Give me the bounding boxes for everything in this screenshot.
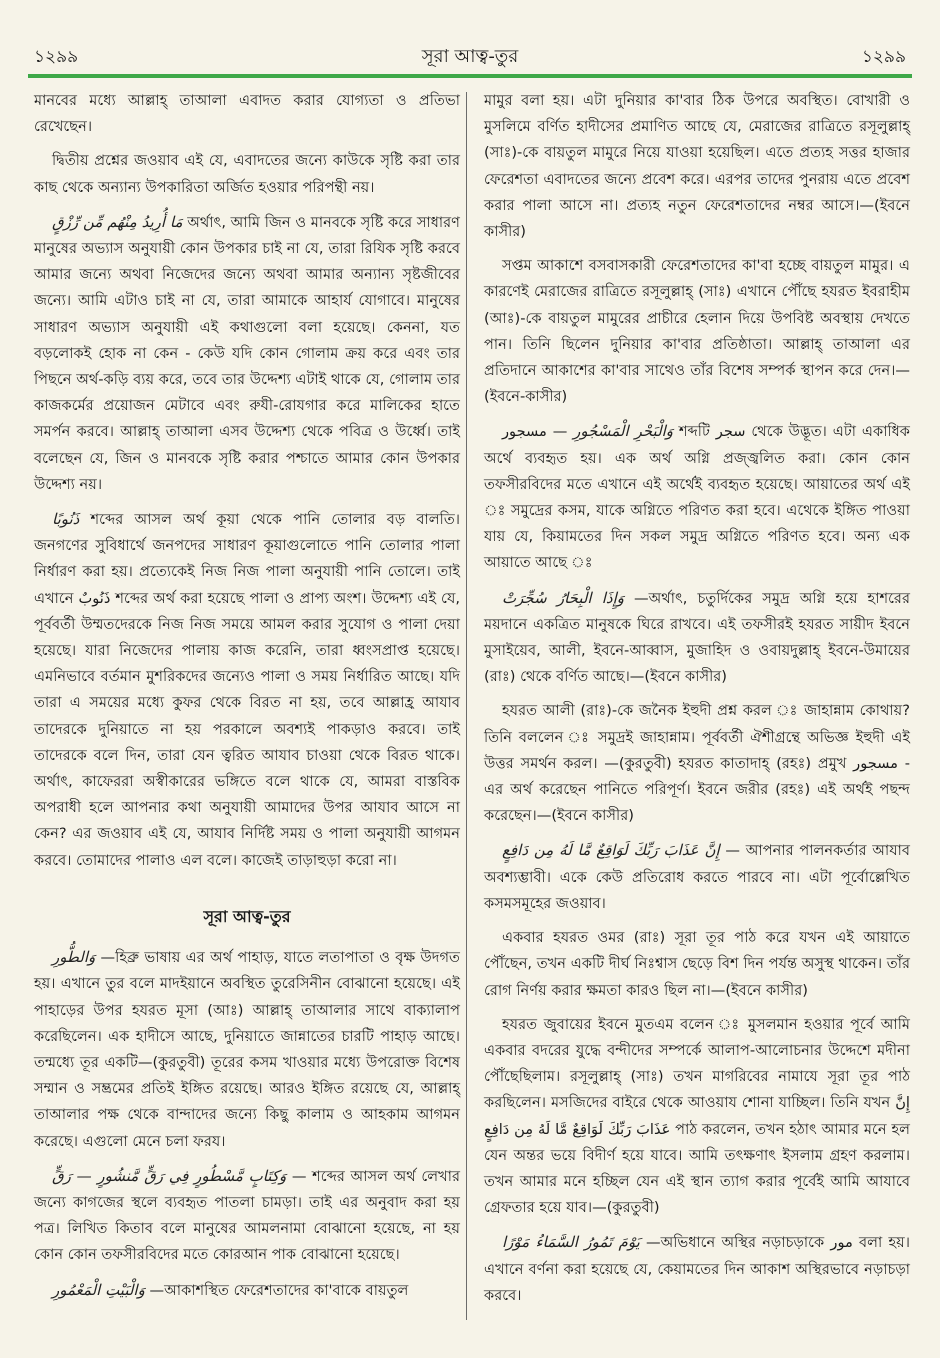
page-header [30,38,910,68]
paragraph-text: হযরত জুবায়ের ইবনে মুতএম বলেন ঃ মুসলমান হওয়ার পূর্বে আমি একবার বদরের যুদ্ধে বন্দীদের সম্পর্কে আলাপ-আলোচনার উদ্দেশে মদীনা পৌঁছেছিলাম। রসূলুল্লাহ্ (সাঃ) তখন মাগরিবের নামাযে সূরা তূর পাঠ করছিলেন। মসজিদের বাইরে থেকে আওয়ায শোনা যাচ্ছিল। তিনি যখন إِنَّ عَذَابَ رَبِّكَ لَوَاقِعٌ مَّا لَهُ مِن دَافِعٍ পাঠ করলেন, তখন হঠাৎ আমার মনে হল যেন অন্তর ভয়ে বিদীর্ণ হয়ে যাবে। আমি তৎক্ষণাৎ ইসলাম গ্রহণ করলাম। তখন আমার মনে হচ্ছিল যেন এই স্থান ত্যাগ করার পূর্বেই আমি আযাবে গ্রেফতার হয়ে যাব।—(কুরতুবী) [484,1015,910,1217]
paragraph-text: — আপনার পালনকর্তার আযাব অবশ্যম্ভাবী। একে কেউ প্রতিরোধ করতে পারবে না। এটা পূর্বোল্লেখিত কসমসমূহের জওয়াব। [484,842,911,912]
paragraph-text: —হিব্রু ভাষায় এর অর্থ পাহাড়, যাতে লতাপাতা ও বৃক্ষ উদগত হয়। এখানে তুর বলে মাদইয়ানে অবস্থিত তুরেসিনীন বোঝানো হয়েছে। এই পাহাড়ের উপর হযরত মূসা (আঃ) আল্লাহ্ তাআলার সাথে বাক্যালাপ করেছিলেন। এক হাদীসে আছে, দুনিয়াতে জান্নাতের চারটি পাহাড় আছে। তন্মধ্যে তূর একটি—(কুরতুবী) তূরের কসম খাওয়ার মধ্যে উপরোক্ত বিশেষ সম্মান ও সম্ভ্রমের প্রতিই ইঙ্গিত রয়েছে। আরও ইঙ্গিত রয়েছে যে, আল্লাহ্ তাআলার পক্ষ থেকে বান্দাদের জন্যে কিছু কালাম ও আহকাম আগমন করেছে। এগুলো মেনে চলা ফরয। [34,949,460,1150]
paragraph [34,88,460,140]
paragraph-text: — শব্দের আসল অর্থ লেখার জন্যে কাগজের স্থলে ব্যবহৃত পাতলা চামড়া। তাই এর অনুবাদ করা হয় পত্র। লিখিত কিতাব বলে মানুষের আমলনামা বোঝানো হয়েছে, না হয় কোন কোন তফসীরবিদের মতে কোরআন পাক বোঝানো হয়েছে। [34,1167,460,1264]
paragraph-text: —আকাশস্থিত ফেরেশতাদের কা'বাকে বায়তুল [144,1281,409,1299]
paragraph [484,1012,910,1222]
paragraph-text: —অভিধানে অস্থির নড়াচড়াকে مور বলা হয়। এখানে বর্ণনা করা হয়েছে যে, কেয়ামতের দিন আকাশ অস্থিরভাবে নড়াচড়া করবে। [484,1234,910,1304]
left-column [34,88,460,1312]
paragraph-text: একবার হযরত ওমর (রাঃ) সূরা তূর পাঠ করে যখন এই আয়াতে পৌঁছেন, তখন একটি দীর্ঘ নিঃশ্বাস ছেড়ে বিশ দিন পর্যন্ত অসুস্থ থাকেন। তাঁর রোগ নির্ণয় করার ক্ষমতা কারও ছিল না।—(ইবনে কাসীর) [484,929,910,999]
paragraph-text: —অর্থাৎ, চতুর্দিকের সমুদ্র অগ্নি হয়ে হাশরের ময়দানে একত্রিত মানুষকে ঘিরে রাখবে। এই তফসীরই হযরত সায়ীদ ইবনে মুসাইয়েব, আলী, ইবনে-আব্বাস, মুজাহিদ ও ওবায়দুল্লাহ্ ইবনে-উমায়ের (রাঃ) থেকে বর্ণিত আছে।—(ইবনে কাসীর) [484,589,910,686]
paragraph-text: দ্বিতীয় প্রশ্নের জওয়াব এই যে, এবাদতের জন্যে কাউকে সৃষ্টি করা তার কাছ থেকে অন্যান্য উপকারিতা অর্জিত হওয়ার পরিপন্থী নয়। [34,152,460,196]
column-divider [466,92,467,1320]
right-column [484,88,910,1317]
section-heading: সূরা আত্ব-তুর [203,906,291,926]
paragraph [484,585,910,691]
paragraph [484,88,910,245]
arabic-verse: وَالْبَحْرِ الْمَسْجُورِ [573,422,674,441]
arabic-verse: وَالْبَيْتِ الْمَعْمُورِ [52,1280,145,1299]
arabic-verse: يَوْمَ تَمُورُ السَّمَاءُ مَوْرًا [502,1233,640,1252]
surah-title: সূরা আত্ব-তুর [421,46,519,67]
arabic-verse: ذَنُوبًا [52,510,80,529]
paragraph [34,1277,460,1304]
paragraph [34,148,460,200]
paragraph [34,209,460,498]
arabic-verse: وَإِذَا الْبِحَارُ سُجِّرَتْ [502,588,625,607]
paragraph [34,944,460,1155]
arabic-verse: مَا أُرِيدُ مِنْهُم مِّن رِّزْقٍ [52,212,183,231]
paragraph [484,1229,910,1309]
paragraph-text: হযরত আলী (রাঃ)-কে জনৈক ইহুদী প্রশ্ন করল ঃ জাহান্নাম কোথায়? তিনি বললেন ঃ সমুদ্রই জাহান্নাম। পূর্ববর্তী ঐশীগ্রন্থে অভিজ্ঞ ইহুদী এই উত্তর সমর্থন করল। —(কুরতুবী) হযরত কাতাদাহ্ (রহঃ) প্রমুখ مسجور - এর অর্থ করেছেন পানিতে পরিপূর্ণ। ইবনে জরীর (রহঃ) এই অর্থই পছন্দ করেছেন।—(ইবনে কাসীর) [484,702,910,825]
page-number-right: ১২৯৯ [861,47,906,67]
arabic-verse: وَالطُّورِ [52,948,96,967]
arabic-verse: وَكِتَابٍ مَّسْطُورٍ فِي رَقٍّ مَّنشُورٍ — رَقٍّ [52,1166,287,1185]
arabic-verse: إِنَّ عَذَابَ رَبِّكَ لَوَاقِعٌ مَّا لَهُ مِن دَافِعٍ [502,841,720,860]
paragraph-text: মানবের মধ্যে আল্লাহ্ তাআলা এবাদত করার যোগ্যতা ও প্রতিভা রেখেছেন। [34,92,460,136]
paragraph-text: — مسجور শব্দটি سجر থেকে উদ্ভূত। এটা একাধিক অর্থে ব্যবহৃত হয়। এক অর্থ অগ্নি প্রজ্জ্বলিত করা। কোন কোন তফসীরবিদের মতে এখানে এই অর্থেই ব্যবহৃত হয়েছে। আয়াতের অর্থ এই ঃ সমুদ্রের কসম, যাকে অগ্নিতে পরিণত করা হবে। এথেকে ইঙ্গিত পাওয়া যায় যে, কিয়ামতের দিন সকল সমুদ্র অগ্নিতে পরিণত হবে। অন্য এক আয়াতে আছে ঃ [484,423,910,572]
paragraph-text: অর্থাৎ, আমি জিন ও মানবকে সৃষ্টি করে সাধারণ মানুষের অভ্যাস অনুযায়ী কোন উপকার চাই না যে, তারা রিযিক সৃষ্টি করবে আমার জন্যে অথবা নিজেদের জন্যে অথবা আমার অন্যান্য সৃষ্টজীবের জন্যে। আমি এটাও চাই না যে, তারা আমাকে আহার্য যোগাবে। মানুষের সাধারণ অভ্যাস অনুযায়ী এই কথাগুলো বলা হয়েছে। কেননা, যত বড়লোকই হোক না কেন - কেউ যদি কোন গোলাম ক্রয় করে এবং তার পিছনে অর্থ-কড়ি ব্যয় করে, তবে তার উদ্দেশ্য এটাই থাকে যে, গোলাম তার কাজকর্মের প্রয়োজন মেটাবে এবং রুযী-রোযগার করে মালিকের হাতে সমর্পন করবে। আল্লাহ্ তাআলা এসব উদ্দেশ্য থেকে পবিত্র ও উর্ধ্বে। তাই বলেছেন যে, জিন ও মানবকে সৃষ্টি করার পশ্চাতে আমার কোন উপকার উদ্দেশ্য নয়। [34,213,460,493]
paragraph [484,837,910,917]
paragraph [34,506,460,874]
paragraph [484,925,910,1004]
page-number-left: ১২৯৯ [34,47,79,67]
paragraph-text: শব্দের আসল অর্থ কূয়া থেকে পানি তোলার বড় বালতি। জনগণের সুবিধার্থে জনপদের সাধারণ কূয়াগুলোতে পানি তোলার পালা নির্ধারণ করা হয়। প্রত্যেকেই নিজ নিজ পালা অনুযায়ী পানি তোলে। তাই এখানে ذَنُوبٌ শব্দের অর্থ করা হয়েছে পালা ও প্রাপ্য অংশ। উদ্দেশ্য এই যে, পূর্ববর্তী উম্মতদেরকে নিজ নিজ সময়ে আমল করার সুযোগ ও পালা দেয়া হয়েছে। যারা নিজেদের পালায় কাজ করেনি, তারা ধ্বংসপ্রাপ্ত হয়েছে। এমনিভাবে বর্তমান মুশরিকদের জন্যেও পালা ও সময় নির্ধারিত আছে। যদি তারা এ সময়ের মধ্যে কুফর থেকে বিরত না হয়, তবে আল্লাহ্র আযাব তাদেরকে দুনিয়াতে না হয় পরকালে অবশ্যই পাকড়াও করবে। তাই তাদেরকে বলে দিন, তারা যেন ত্বরিত আযাব চাওয়া থেকে বিরত থাকে। অর্থাৎ, কাফেররা অস্বীকারের ভঙ্গিতে বলে থাকে যে, আমরা বাস্তবিক অপরাধী হলে আপনার কথা অনুযায়ী আমাদের উপর আযাব আসে না কেন? এর জওয়াব এই যে, আযাব নির্দিষ্ট সময় ও পালা অনুযায়ী আগমন করবে। তোমাদের পালাও এল বলে। কাজেই তাড়াহুড়া করো না। [34,511,460,869]
header-rule [28,74,912,78]
paragraph [484,418,910,576]
paragraph-text: মামুর বলা হয়। এটা দুনিয়ার কা'বার ঠিক উপরে অবস্থিত। বোখারী ও মুসলিমে বর্ণিত হাদীসের প্রমাণিত আছে যে, মেরাজের রাত্রিতে রসূলুল্লাহ্ (সাঃ)-কে বায়তুল মামুরে নিয়ে যাওয়া হয়েছিল। এতে প্রত্যহ সত্তর হাজার ফেরেশতা এবাদতের জন্যে প্রবেশ করে। এরপর তাদের পুনরায় এতে প্রবেশ করার পালা আসে না। প্রত্যহ নতুন ফেরেশতাদের নম্বর আসে।—(ইবনে কাসীর) [484,92,910,241]
paragraph-text: সপ্তম আকাশে বসবাসকারী ফেরেশতাদের কা'বা হচ্ছে বায়তুল মামুর। এ কারণেই মেরাজের রাত্রিতে রসূলুল্লাহ্ (সাঃ) এখানে পৌঁছে হযরত ইবরাহীম (আঃ)-কে বায়তুল মামুরের প্রাচীরে হেলান দিয়ে উপবিষ্ট অবস্থায় দেখতে পান। তিনি ছিলেন দুনিয়ার কা'বার প্রতিষ্ঠাতা। আল্লাহ্ তাআলা এর প্রতিদানে আকাশের কা'বার সাথেও তাঁর বিশেষ সম্পর্ক স্থাপন করে দেন।—(ইবনে-কাসীর) [484,257,910,406]
paragraph [484,253,910,410]
paragraph [484,698,910,829]
paragraph [34,1163,460,1269]
